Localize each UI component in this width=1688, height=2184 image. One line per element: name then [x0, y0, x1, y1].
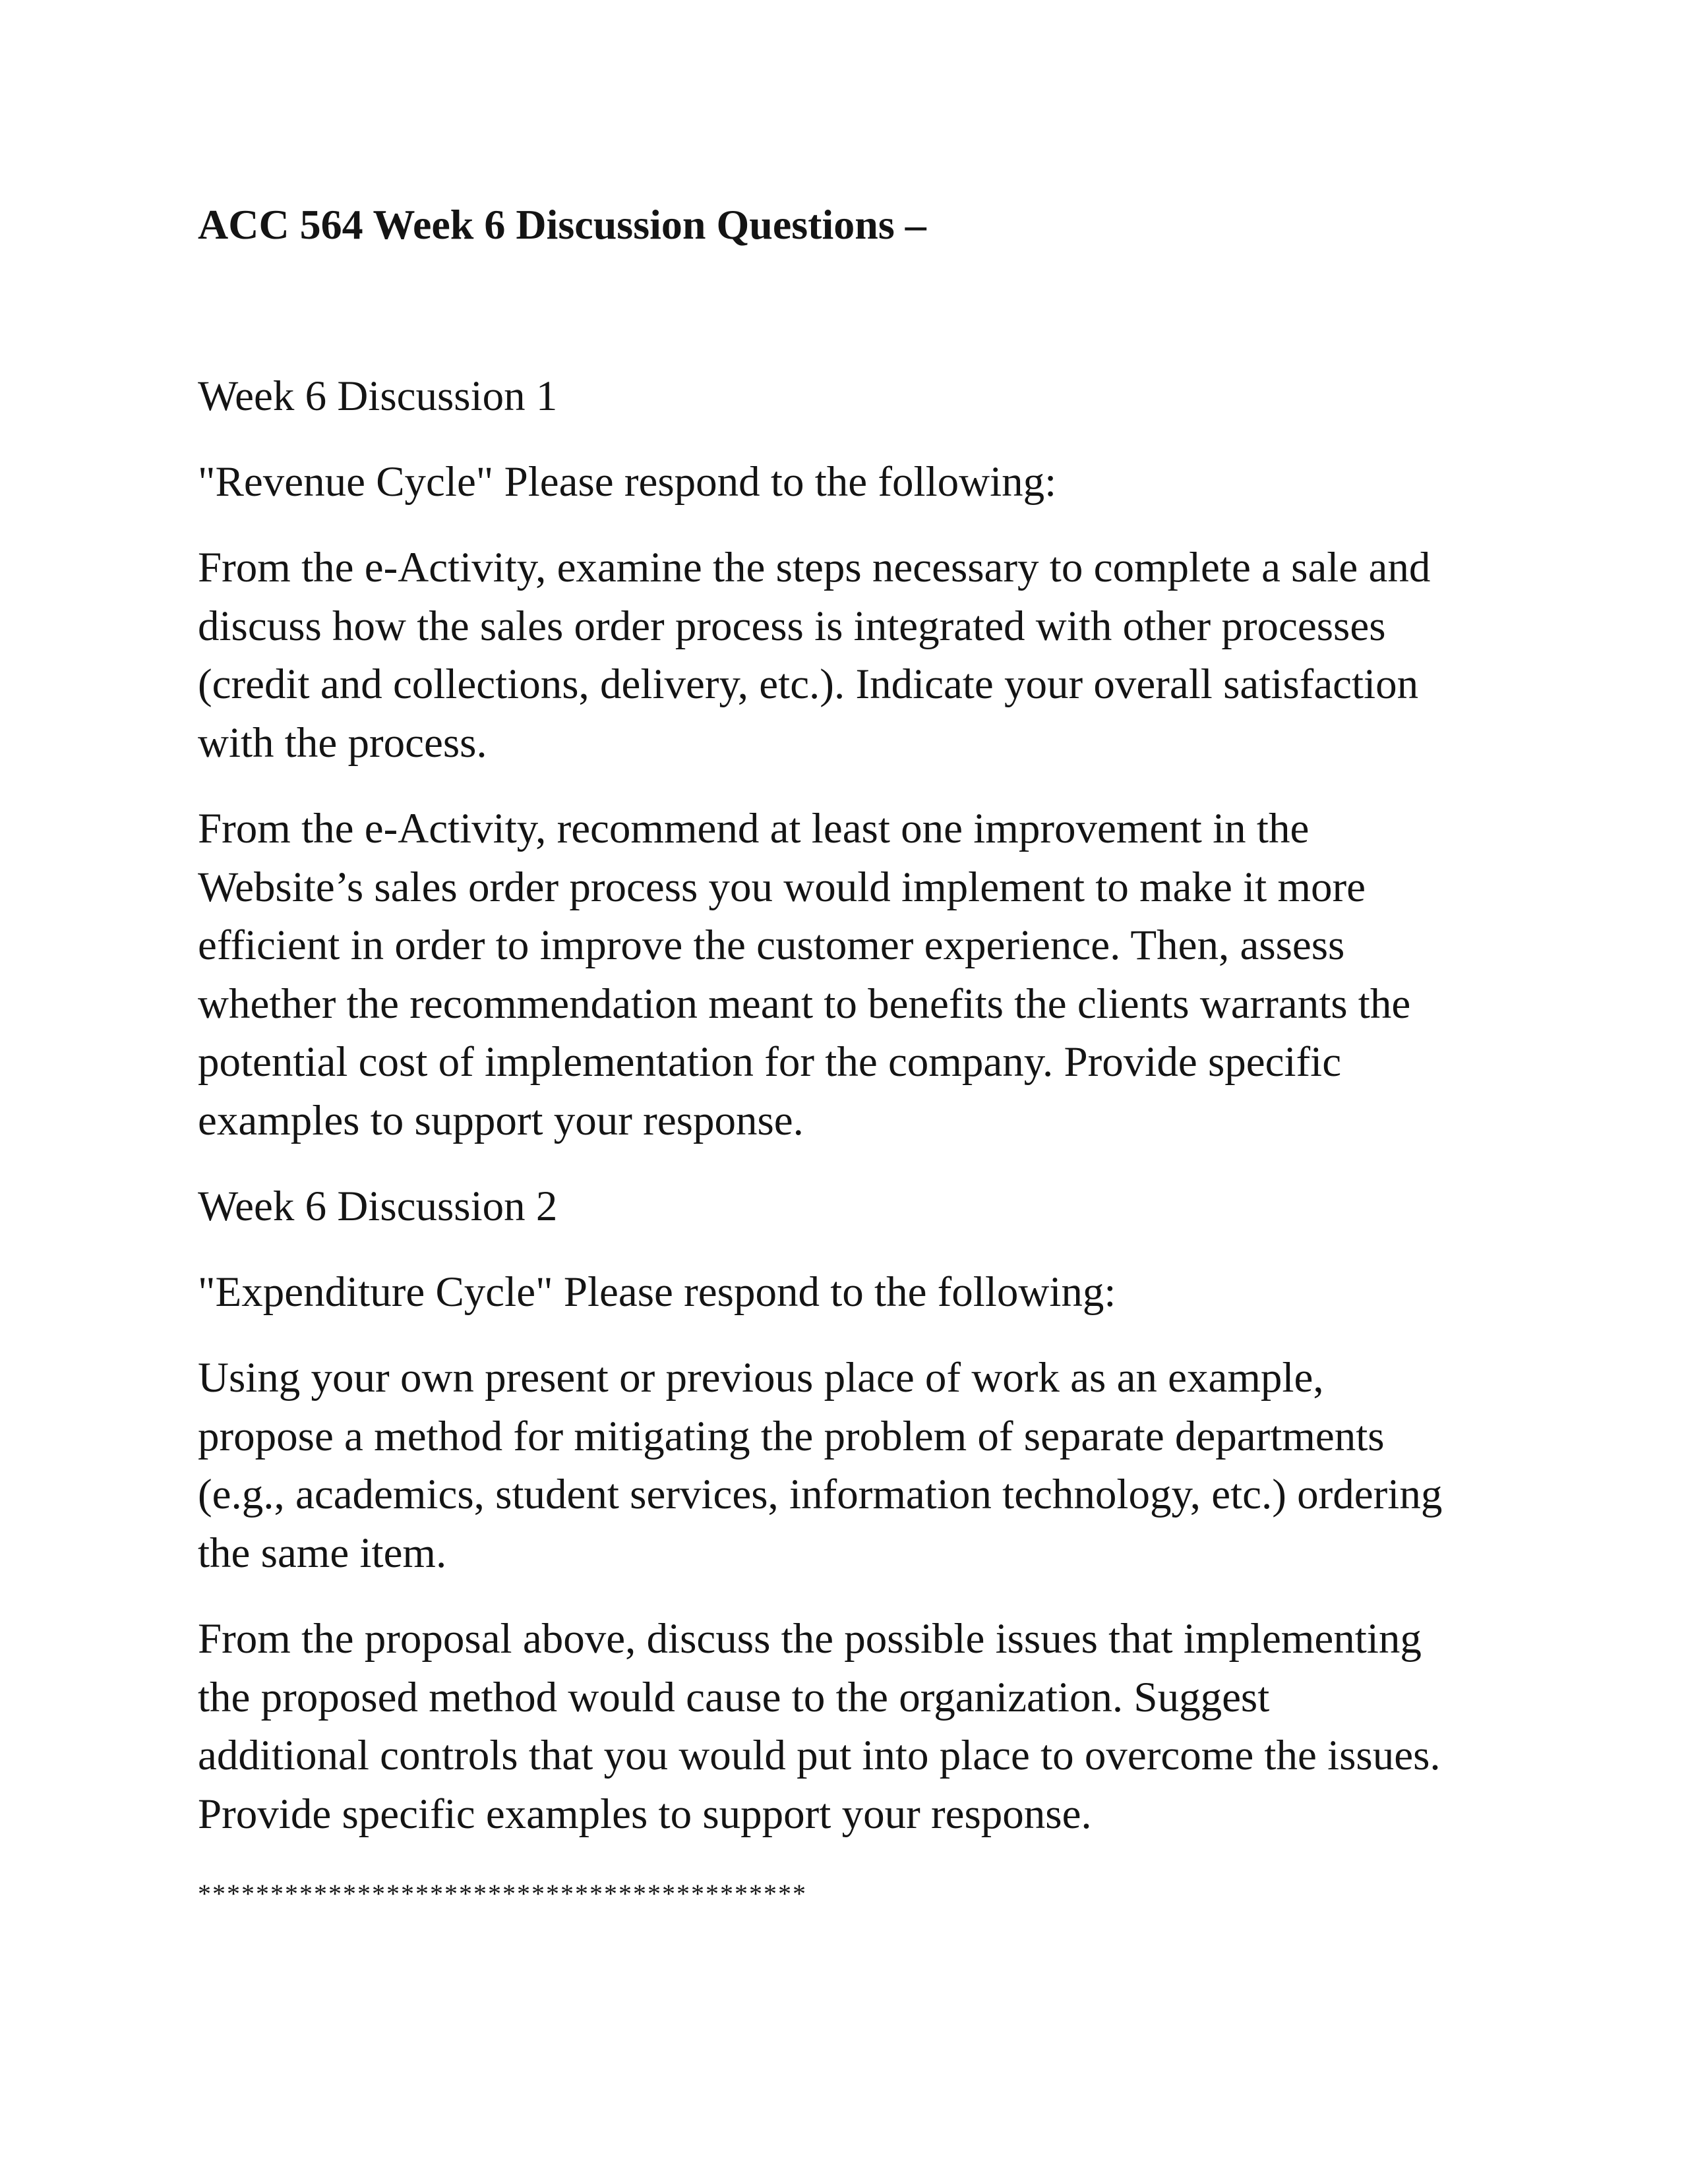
discussion-prompt: "Revenue Cycle" Please respond to the following:: [198, 458, 1057, 506]
discussion-paragraph: [198, 539, 1490, 772]
paragraph-line: potential cost of implementation for the company. Provide specific: [198, 1038, 1342, 1086]
paragraph-line: From the e-Activity, recommend at least one improvement in the: [198, 805, 1310, 852]
paragraph-line: efficient in order to improve the customer experience. Then, assess: [198, 922, 1345, 969]
paragraph-line: additional controls that you would put into place to overcome the issues.: [198, 1732, 1441, 1779]
paragraph-line: propose a method for mitigating the problem of separate departments: [198, 1412, 1385, 1460]
discussion-heading: Week 6 Discussion 1: [198, 372, 558, 420]
paragraph-line: the proposed method would cause to the organization. Suggest: [198, 1673, 1270, 1721]
paragraph-line: (credit and collections, delivery, etc.). Indicate your overall satisfaction: [198, 661, 1419, 708]
discussion-1: [198, 367, 1490, 1150]
document-content: [198, 195, 1490, 1910]
discussion-2: [198, 1177, 1490, 1843]
paragraph-line: (e.g., academics, student services, information technology, etc.) ordering: [198, 1471, 1443, 1518]
discussion-prompt: "Expenditure Cycle" Please respond to the following:: [198, 1268, 1116, 1316]
paragraph-line: Website’s sales order process you would implement to make it more: [198, 863, 1366, 911]
document-title: ACC 564 Week 6 Discussion Questions –: [198, 201, 926, 248]
discussion-paragraph: [198, 1349, 1490, 1582]
paragraph-line: examples to support your response.: [198, 1096, 804, 1144]
separator-asterisks: ******************************************: [198, 1879, 807, 1908]
paragraph-line: the same item.: [198, 1529, 447, 1577]
paragraph-line: Provide specific examples to support your response.: [198, 1790, 1092, 1838]
paragraph-line: whether the recommendation meant to benefits the clients warrants the: [198, 980, 1411, 1028]
discussion-paragraph: [198, 1610, 1490, 1843]
paragraph-line: discuss how the sales order process is integrated with other processes: [198, 602, 1386, 650]
paragraph-line: Using your own present or previous place of work as an example,: [198, 1354, 1324, 1402]
paragraph-line: From the e-Activity, examine the steps necessary to complete a sale and: [198, 544, 1431, 591]
discussion-heading: Week 6 Discussion 2: [198, 1183, 558, 1230]
paragraph-line: From the proposal above, discuss the possible issues that implementing: [198, 1615, 1422, 1663]
paragraph-line: with the process.: [198, 719, 487, 767]
discussion-paragraph: [198, 800, 1490, 1150]
